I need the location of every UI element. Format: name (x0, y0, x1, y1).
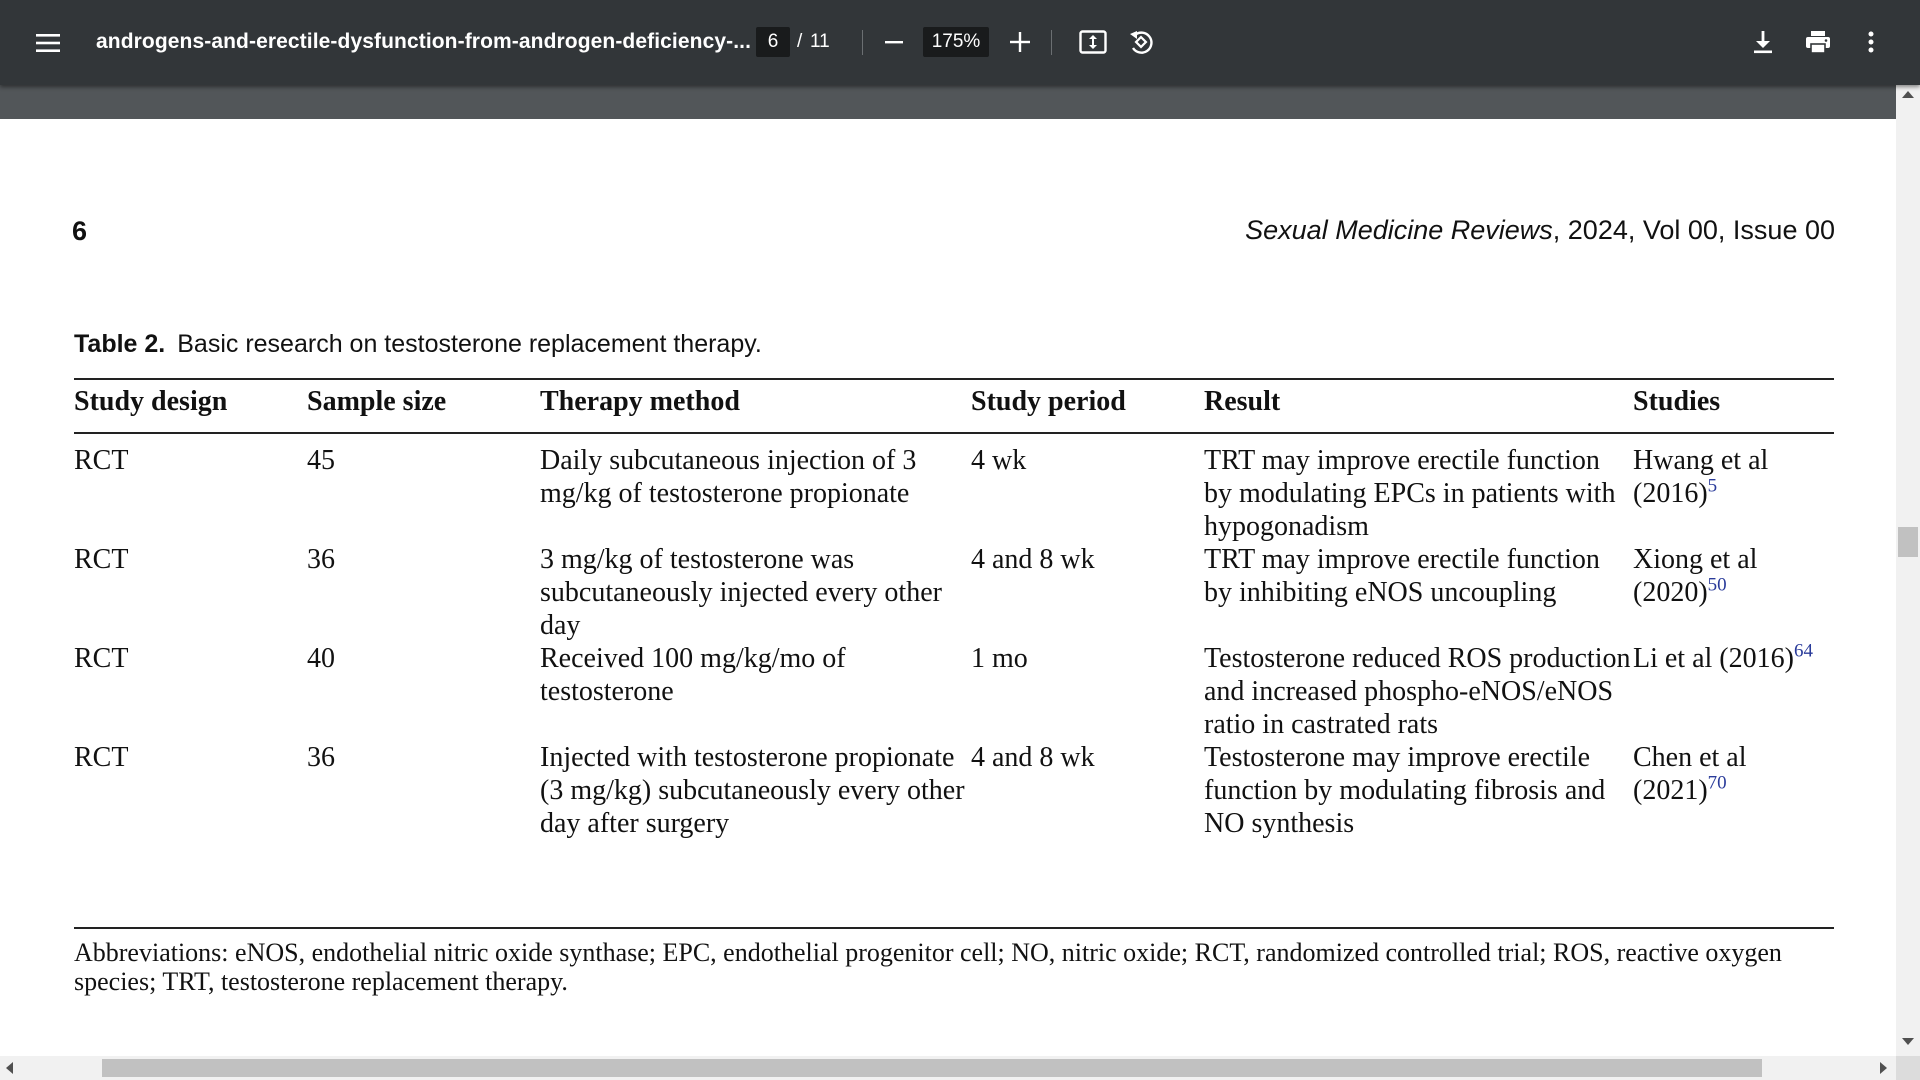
cell-sample: 40 (307, 643, 335, 674)
journal-name: Sexual Medicine Reviews (1245, 215, 1553, 245)
table-row (74, 741, 1834, 840)
rotate-button[interactable] (1121, 22, 1161, 62)
viewer-background (0, 85, 1896, 119)
column-header: Result (1204, 386, 1281, 417)
page-separator: / (797, 31, 803, 52)
study-author: Li et al (2016) (1633, 643, 1794, 674)
scroll-down-arrow-icon[interactable] (1902, 1038, 1914, 1045)
cell-period: 1 mo (971, 643, 1028, 674)
cell-study (1633, 543, 1834, 642)
reference-link[interactable]: 50 (1707, 574, 1727, 596)
cell-study (1633, 642, 1834, 741)
reference-link[interactable]: 70 (1707, 772, 1727, 794)
cell-design: RCT (74, 544, 129, 575)
column-header: Study design (74, 386, 228, 417)
study-year: (2020) (1633, 577, 1708, 608)
table-caption-label: Table 2. (74, 330, 166, 358)
rotate-counterclockwise-icon (1127, 28, 1155, 56)
table-row (74, 642, 1834, 741)
study-author: Chen et al (1633, 742, 1747, 773)
zoom-out-button[interactable] (876, 22, 912, 62)
study-author: Hwang et al (1633, 445, 1769, 476)
more-options-button[interactable] (1856, 22, 1886, 62)
cell-study (1633, 432, 1834, 543)
reference-link[interactable]: 64 (1793, 640, 1813, 662)
page-number: 6 (72, 216, 88, 246)
total-pages: 11 (810, 31, 830, 52)
toolbar-divider (1051, 30, 1052, 55)
download-icon (1752, 30, 1774, 54)
cell-method: Injected with testosterone propionate (3 mg/kg) subcutaneously every other day after surgery (540, 742, 965, 839)
running-header (1245, 215, 1835, 246)
cell-sample: 45 (307, 445, 335, 476)
vertical-scrollbar[interactable] (1896, 85, 1920, 1056)
fit-to-page-button[interactable] (1074, 22, 1112, 62)
table-row (74, 543, 1834, 642)
cell-period: 4 and 8 wk (971, 742, 1095, 773)
pdf-toolbar (0, 0, 1920, 85)
column-header: Studies (1633, 386, 1721, 417)
study-year: (2021) (1633, 775, 1708, 806)
zoom-in-button[interactable] (1001, 22, 1039, 62)
download-button[interactable] (1744, 22, 1782, 62)
cell-result: TRT may improve erectile function by modulating EPCs in patients with hypogonadism (1204, 445, 1616, 542)
cell-design: RCT (74, 742, 129, 773)
research-table (74, 385, 1834, 840)
table-top-rule (74, 378, 1834, 380)
cell-sample: 36 (307, 742, 335, 773)
cell-design: RCT (74, 445, 129, 476)
study-year: (2016) (1633, 478, 1708, 509)
more-vertical-icon (1868, 31, 1874, 53)
scrollbar-corner (1896, 1056, 1920, 1080)
scroll-right-arrow-icon[interactable] (1880, 1062, 1887, 1074)
cell-study (1633, 741, 1834, 840)
plus-icon (1009, 31, 1031, 53)
table-caption (74, 330, 762, 359)
minus-icon (884, 32, 904, 52)
horizontal-scrollbar[interactable] (0, 1056, 1896, 1080)
cell-method: Daily subcutaneous injection of 3 mg/kg of testosterone propionate (540, 445, 917, 509)
table-bottom-rule (74, 927, 1834, 929)
toolbar-divider (862, 30, 863, 55)
page-number-input[interactable] (756, 27, 790, 57)
scroll-up-arrow-icon[interactable] (1902, 91, 1914, 98)
print-button[interactable] (1798, 22, 1838, 62)
pdf-page (0, 119, 1896, 1056)
cell-result: TRT may improve erectile function by inhibiting eNOS uncoupling (1204, 544, 1600, 608)
cell-period: 4 wk (971, 445, 1027, 476)
study-author: Xiong et al (1633, 544, 1758, 575)
table-row (74, 432, 1834, 543)
vertical-scroll-thumb[interactable] (1898, 527, 1918, 557)
cell-result: Testosterone reduced ROS production and increased phospho-eNOS/eNOS ratio in castrated rats (1204, 643, 1631, 740)
document-title: androgens-and-erectile-dysfunction-from-androgen-deficiency-... (96, 30, 752, 53)
table-footnote: Abbreviations: eNOS, endothelial nitric oxide synthase; EPC, endothelial progenitor cell; NO, nitric oxide; RCT, randomized controlled trial; ROS, reactive oxygen species; TRT, testosterone replacement therapy. (74, 938, 1782, 996)
table-header-row (74, 385, 1834, 432)
print-icon (1805, 30, 1831, 54)
journal-issue: , 2024, Vol 00, Issue 00 (1552, 215, 1835, 245)
horizontal-scroll-thumb[interactable] (102, 1059, 1762, 1077)
cell-method: Received 100 mg/kg/mo of testosterone (540, 643, 846, 707)
cell-method: 3 mg/kg of testosterone was subcutaneously injected every other day (540, 544, 942, 641)
fit-to-page-icon (1079, 30, 1107, 54)
table-caption-text: Basic research on testosterone replacement therapy. (177, 330, 762, 358)
cell-design: RCT (74, 643, 129, 674)
reference-link[interactable]: 5 (1707, 475, 1718, 497)
cell-period: 4 and 8 wk (971, 544, 1095, 575)
column-header: Sample size (307, 386, 447, 417)
column-header: Study period (971, 386, 1126, 417)
cell-sample: 36 (307, 544, 335, 575)
scroll-left-arrow-icon[interactable] (6, 1062, 13, 1074)
hamburger-menu-icon[interactable] (28, 25, 68, 61)
column-header: Therapy method (540, 386, 740, 417)
zoom-level-input[interactable] (923, 27, 989, 57)
cell-result: Testosterone may improve erectile function by modulating fibrosis and NO synthesis (1204, 742, 1606, 839)
